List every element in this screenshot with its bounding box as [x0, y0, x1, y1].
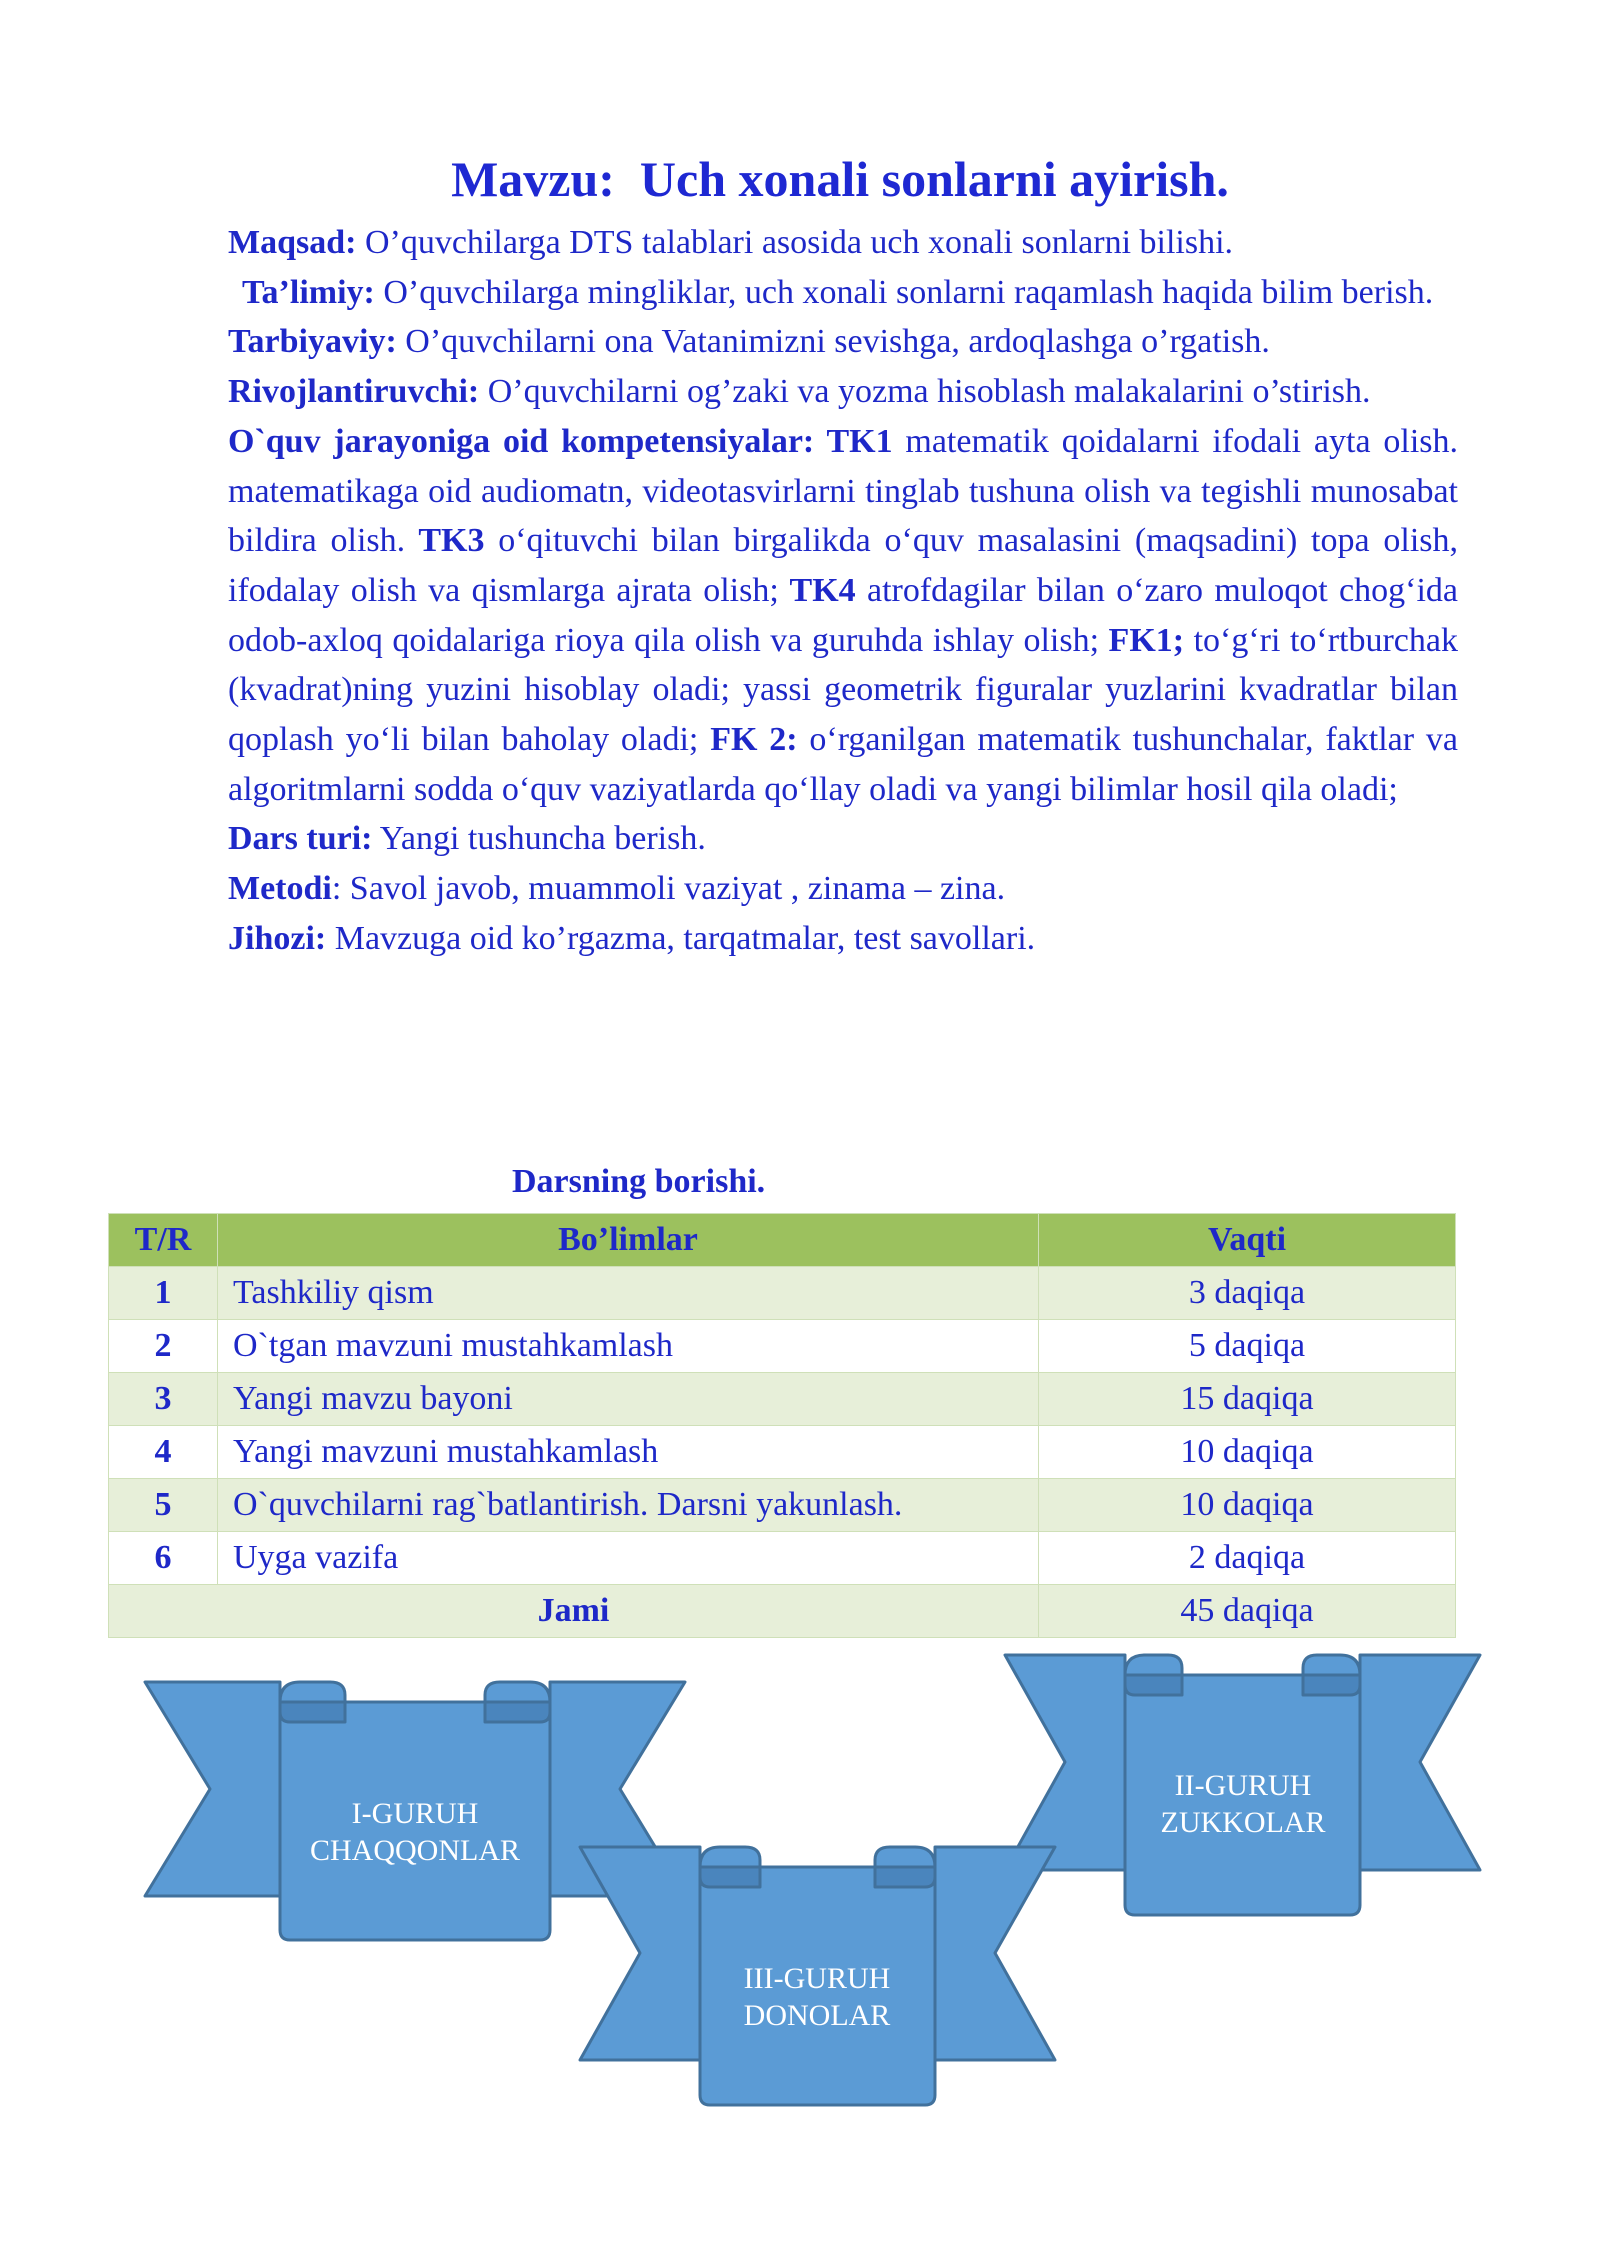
lesson-plan-table: [108, 1213, 1456, 1638]
fk1-label: FK1;: [1099, 621, 1185, 659]
row-number: 4: [109, 1426, 218, 1479]
group-3-label: [687, 1960, 947, 2034]
competencies-label: O`quv jarayoniga oid kompetensiyalar:: [228, 422, 815, 460]
group-2-number: II-GURUH: [1174, 1769, 1312, 1802]
group-2-name: ZUKKOLAR: [1160, 1806, 1326, 1839]
table-row: [109, 1267, 1456, 1320]
fk2-text: o‘rganilgan matematik tushunchalar, faktlar va algoritmlarni sodda o‘quv vaziyatlarda qo‘llay oladi va yangi bilimlar hosil qila oladi;: [228, 721, 1458, 808]
row-time: 5 daqiqa: [1039, 1320, 1456, 1373]
fk2-label: FK 2:: [710, 721, 798, 759]
upbringing-paragraph: [228, 317, 1458, 367]
table-title: Darsning borishi.: [512, 1163, 766, 1200]
table-row: [109, 1532, 1456, 1585]
table-total-row: [109, 1585, 1456, 1638]
group-1-number: I-GURUH: [351, 1797, 479, 1830]
row-section: O`tgan mavzuni mustahkamlash: [218, 1320, 1039, 1373]
row-number: 6: [109, 1532, 218, 1585]
equipment-label: Jihozi:: [228, 919, 327, 957]
row-time: 10 daqiqa: [1039, 1426, 1456, 1479]
page-title: Mavzu: Uch xonali sonlarni ayirish.: [451, 151, 1229, 207]
educational-paragraph: [228, 268, 1458, 318]
lesson-description: [228, 218, 1458, 964]
lesson-type-label: Dars turi:: [228, 820, 373, 858]
developmental-label: Rivojlantiruvchi:: [228, 373, 480, 411]
method-label: Metodi: [228, 870, 332, 908]
group-3-number: III-GURUH: [743, 1962, 891, 1995]
upbringing-text: O’quvchilarni ona Vatanimizni sevishga, ardoqlashga o’rgatish.: [396, 323, 1270, 361]
upbringing-label: Tarbiyaviy:: [228, 323, 397, 361]
total-label: Jami: [109, 1585, 1039, 1638]
header-number: T/R: [109, 1214, 218, 1267]
group-2-label: [1113, 1767, 1373, 1841]
row-number: 1: [109, 1267, 218, 1320]
header-sections: Bo’limlar: [218, 1214, 1039, 1267]
header-time: Vaqti: [1039, 1214, 1456, 1267]
group-1-label: [285, 1795, 545, 1869]
group-banners-graphic: [0, 1640, 1600, 2120]
competencies-paragraph: [228, 417, 1458, 815]
lesson-type-paragraph: [228, 814, 1458, 864]
goal-text: O’quvchilarga DTS talablari asosida uch xonali sonlarni bilishi.: [356, 224, 1234, 261]
total-value: 45 daqiqa: [1039, 1585, 1456, 1638]
method-text: : Savol javob, muammoli vaziyat , zinama – zina.: [331, 870, 1006, 908]
row-section: O`quvchilarni rag`batlantirish. Darsni yakunlash.: [218, 1479, 1039, 1532]
table-row: [109, 1479, 1456, 1532]
tk3-text: o‘qituvchi bilan birgalikda o‘quv masalasini (maqsadini) topa olish, ifodalay olish va qismlarga ajrata olish;: [228, 522, 1458, 609]
goal-label: Maqsad:: [228, 224, 357, 261]
tk3-label: TK3: [405, 522, 485, 560]
equipment-text: Mavzuga oid ko’rgazma, tarqatmalar, test savollari.: [326, 919, 1036, 957]
row-number: 3: [109, 1373, 218, 1426]
method-paragraph: [228, 864, 1458, 914]
educational-text: O’quvchilarga mingliklar, uch xonali sonlarni raqamlash haqida bilim berish.: [374, 273, 1434, 311]
tk4-text: atrofdagilar bilan o‘zaro muloqot chog‘ida odob-axloq qoidalariga rioya qila olish va guruhda ishlay olish;: [228, 571, 1458, 659]
table-row: [109, 1320, 1456, 1373]
equipment-paragraph: [228, 914, 1458, 964]
row-number: 2: [109, 1320, 218, 1373]
row-section: Tashkiliy qism: [218, 1267, 1039, 1320]
educational-label: Ta’limiy:: [242, 273, 375, 311]
developmental-paragraph: [228, 367, 1458, 417]
fk1-text: to‘g‘ri to‘rtburchak (kvadrat)ning yuzini hisoblay oladi; yassi geometrik figuralar yuzlarini kvadratlar bilan qoplash yo‘li bilan baholay oladi;: [228, 621, 1458, 759]
row-time: 15 daqiqa: [1039, 1373, 1456, 1426]
row-section: Yangi mavzu bayoni: [218, 1373, 1039, 1426]
row-section: Uyga vazifa: [218, 1532, 1039, 1585]
group-1-name: CHAQQONLAR: [310, 1834, 520, 1867]
lesson-type-text: Yangi tushuncha berish.: [372, 820, 706, 858]
developmental-text: O’quvchilarni og’zaki va yozma hisoblash malakalarini o’stirish.: [479, 373, 1371, 411]
row-time: 10 daqiqa: [1039, 1479, 1456, 1532]
tk1-label: TK1: [814, 422, 893, 460]
table-row: [109, 1426, 1456, 1479]
goal-paragraph: [228, 218, 1458, 268]
tk4-label: TK4: [778, 571, 856, 609]
row-section: Yangi mavzuni mustahkamlash: [218, 1426, 1039, 1479]
row-time: 2 daqiqa: [1039, 1532, 1456, 1585]
table-header-row: [109, 1214, 1456, 1267]
group-3-name: DONOLAR: [743, 1999, 891, 2032]
table-row: [109, 1373, 1456, 1426]
row-time: 3 daqiqa: [1039, 1267, 1456, 1320]
tk1-text: matematik qoidalarni ifodali ayta olish. matematikaga oid audiomatn, videotasvirlarni tinglab tushuna olish va tegishli munosabat bildira olish.: [228, 422, 1458, 560]
row-number: 5: [109, 1479, 218, 1532]
